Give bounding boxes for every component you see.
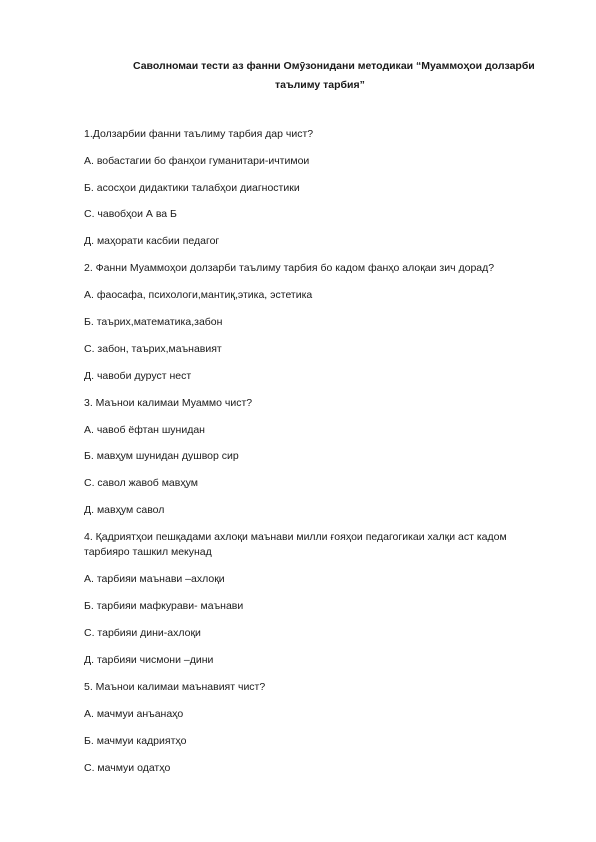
answer-4a: А. тарбияи маънави –ахлоқи (84, 573, 225, 585)
answer-4c: С. тарбияи дини-ахлоқи (84, 627, 201, 639)
title-line-2: таълиму тарбия” (275, 79, 365, 91)
answer-4b: Б. тарбияи мафкурави- маънави (84, 600, 244, 612)
answer-3b: Б. мавҳум шунидан душвор сир (84, 450, 239, 462)
answer-4d: Д. тарбияи чисмони –дини (84, 654, 214, 666)
answer-2d: Д. чавоби дуруст нест (84, 370, 192, 382)
title-line-1: Саволномаи тести аз фанни Омӯзонидани методикаи “Муаммоҳои долзарби (133, 60, 535, 72)
answer-5c: С. мачмуи одатҳо (84, 762, 171, 774)
question-4: 4. Қадриятҳои пешқадами ахлоқи маънави милли ғояҳои педагогикаи халқи аст кадом тарбияро ташкил мекунад (84, 531, 507, 558)
question-3: 3. Маънои калимаи Муаммо чист? (84, 397, 253, 409)
question-1: 1.Долзарбии фанни таълиму тарбия дар чист? (84, 128, 314, 140)
answer-2b: Б. таърих,математика,забон (84, 316, 223, 328)
answer-3d: Д. мавҳум савол (84, 504, 165, 516)
answer-2a: А. фаосафа, психологи,мантиқ,этика, эстетика (84, 289, 313, 301)
answer-5b: Б. мачмуи кадриятҳо (84, 735, 187, 747)
answer-1d: Д. маҳорати касбии педагог (84, 235, 220, 247)
answer-3c: С. савол жавоб мавҳум (84, 477, 198, 489)
document-title (80, 57, 540, 95)
answer-1c: С. чавобҳои А ва Б (84, 208, 177, 220)
answer-5a: А. мачмуи анъанаҳо (84, 708, 184, 720)
answer-1a: А. вобастагии бо фанҳои гуманитари-ичтимои (84, 155, 310, 167)
answer-2c: С. забон, таърих,маънавият (84, 343, 222, 355)
answer-1b: Б. асосҳои дидактики талабҳои диагностики (84, 182, 300, 194)
question-5: 5. Маънои калимаи маънавият чист? (84, 681, 266, 693)
question-2: 2. Фанни Муаммоҳои долзарби таълиму тарбия бо кадом фанҳо алоқаи зич дорад? (84, 262, 495, 274)
answer-3a: А. чавоб ёфтан шунидан (84, 424, 205, 436)
